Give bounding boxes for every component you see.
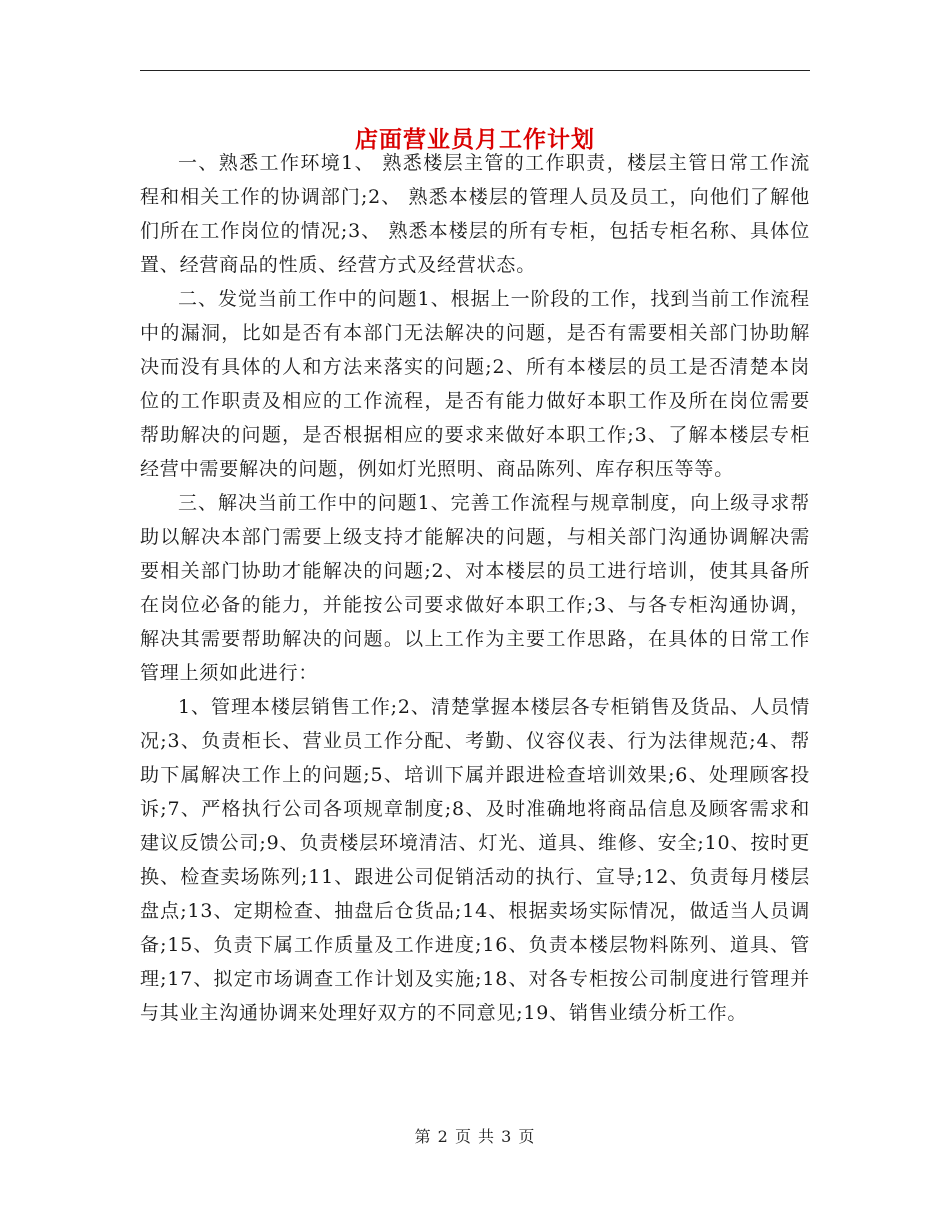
page-number-footer: 第 2 页 共 3 页 [414,1127,536,1146]
document-body [140,146,810,1030]
document-title: 店面营业员月工作计划 [355,126,595,154]
header-divider [140,70,810,71]
paragraph-4: 1、管理本楼层销售工作;2、清楚掌握本楼层各专柜销售及货品、人员情况;3、负责柜长、营业员工作分配、考勤、仪容仪表、行为法律规范;4、帮助下属解决工作上的问题;5、培训下属并跟进检查培训效果;6、处理顾客投诉;7、严格执行公司各项规章制度;8、及时准确地将商品信息及顾客需求和建议反馈公司;9、负责楼层环境清洁、灯光、道具、维修、安全;10、按时更换、检查卖场陈列;11、跟进公司促销活动的执行、宣导;12、负责每月楼层盘点;13、定期检查、抽盘后仓货品;14、根据卖场实际情况，做适当人员调备;15、负责下属工作质量及工作进度;16、负责本楼层物料陈列、道具、管理;17、拟定市场调查工作计划及实施;18、对各专柜按公司制度进行管理并与其业主沟通协调来处理好双方的不同意见;19、销售业绩分析工作。 [140,696,810,1024]
paragraph-1: 一、熟悉工作环境1、 熟悉楼层主管的工作职责，楼层主管日常工作流程和相关工作的协调部门;2、 熟悉本楼层的管理人员及员工，向他们了解他们所在工作岗位的情况;3、 熟悉本楼层的所有专柜，包括专柜名称、具体位置、经营商品的性质、经营方式及经营状态。 [140,152,810,276]
paragraph-3: 三、解决当前工作中的问题1、完善工作流程与规章制度，向上级寻求帮助以解决本部门需要上级支持才能解决的问题，与相关部门沟通协调解决需要相关部门协助才能解决的问题;2、对本楼层的员工进行培训，使其具备所在岗位必备的能力，并能按公司要求做好本职工作;3、与各专柜沟通协调，解决其需要帮助解决的问题。以上工作为主要工作思路，在具体的日常工作管理上须如此进行： [140,492,810,684]
paragraph-2: 二、发觉当前工作中的问题1、根据上一阶段的工作，找到当前工作流程中的漏洞，比如是否有本部门无法解决的问题，是否有需要相关部门协助解决而没有具体的人和方法来落实的问题;2、所有本楼层的员工是否清楚本岗位的工作职责及相应的工作流程，是否有能力做好本职工作及所在岗位需要帮助解决的问题，是否根据相应的要求来做好本职工作;3、了解本楼层专柜经营中需要解决的问题，例如灯光照明、商品陈列、库存积压等等。 [140,288,810,480]
